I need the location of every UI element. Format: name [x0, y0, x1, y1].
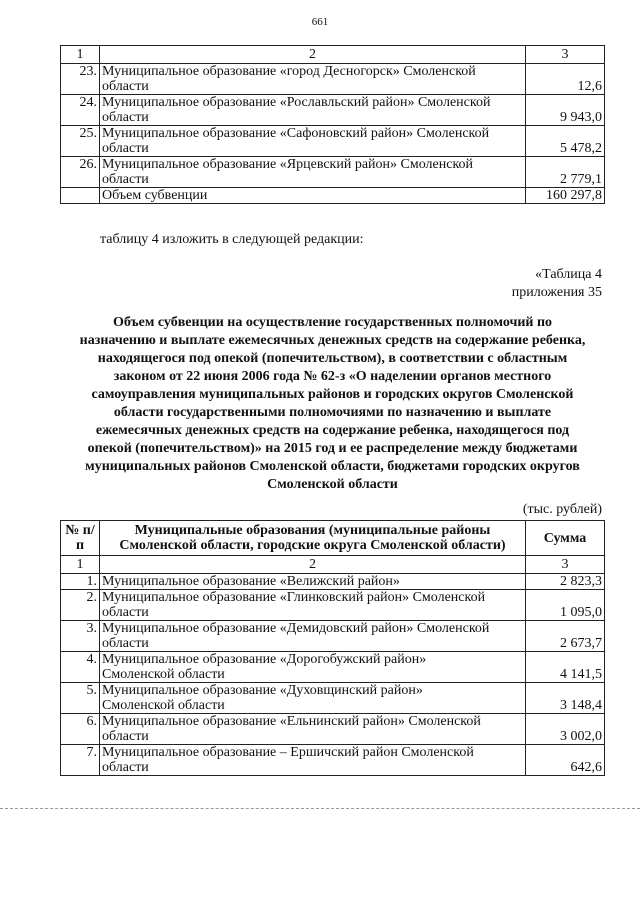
table-reference: [512, 266, 602, 302]
row-sum: 642,6: [526, 745, 605, 776]
row-name: [100, 745, 526, 776]
header-name: Муниципальные образования (муниципальные районы Смоленской области, городские округа Смоленской области): [100, 521, 526, 556]
row-name: [100, 95, 526, 126]
row-number: 2.: [61, 590, 100, 621]
col-number-3: 3: [526, 556, 605, 574]
row-sum: 5 478,2: [526, 126, 605, 157]
col-number-1: 1: [61, 46, 100, 64]
row-name-line2: области: [102, 605, 149, 620]
row-number: 26.: [61, 157, 100, 188]
row-sum: 9 943,0: [526, 95, 605, 126]
row-name-line2: области: [102, 760, 149, 775]
row-name-line2: области: [102, 141, 149, 156]
row-name-line2: Смоленской области: [102, 698, 225, 713]
row-name-line1: Муниципальное образование «Ельнинский район» Смоленской: [102, 714, 481, 729]
row-name-line1: Муниципальное образование «Глинковский район» Смоленской: [102, 590, 486, 605]
row-sum: 1 095,0: [526, 590, 605, 621]
row-number: 3.: [61, 621, 100, 652]
row-name-line2: области: [102, 729, 149, 744]
heading-line: муниципальных районов Смоленской области, бюджетами городских округов: [85, 459, 580, 474]
total-sum: 160 297,8: [526, 188, 605, 204]
row-sum: 3 002,0: [526, 714, 605, 745]
table-row: [61, 126, 605, 157]
row-number: 1.: [61, 574, 100, 590]
row-name: [100, 714, 526, 745]
heading-line: самоуправления муниципальных районов и городских округов Смоленской: [91, 387, 574, 402]
intro-text: таблицу 4 изложить в следующей редакции:: [100, 232, 364, 247]
row-number: 4.: [61, 652, 100, 683]
table-row: [61, 574, 605, 590]
row-name-line2: Смоленской области: [102, 667, 225, 682]
row-number: 6.: [61, 714, 100, 745]
heading-line: Объем субвенции на осуществление государственных полномочий по: [112, 315, 553, 330]
col-number-2: 2: [100, 46, 526, 64]
row-name: [100, 64, 526, 95]
table-row: [61, 745, 605, 776]
row-name-line1: Муниципальное образование «Рославльский район» Смоленской: [102, 95, 491, 110]
table-row: [61, 95, 605, 126]
table-heading: [60, 314, 605, 494]
header-sum: Сумма: [526, 521, 605, 556]
page-number: 661: [311, 16, 329, 28]
heading-line: Смоленской области: [267, 477, 398, 492]
row-number: 5.: [61, 683, 100, 714]
row-name-line1: Муниципальное образование «Велижский район»: [102, 574, 400, 589]
row-name-line1: Муниципальное образование «Дорогобужский район»: [102, 652, 427, 667]
table-row: [61, 621, 605, 652]
heading-line: назначению и выплате ежемесячных денежных средств на содержание ребенка,: [79, 333, 586, 348]
table-column-numbers: [61, 556, 605, 574]
heading-line: опекой (попечительством)» на 2015 год и ее распределение между бюджетами: [87, 441, 578, 456]
table-4: [60, 520, 605, 776]
row-sum: 2 779,1: [526, 157, 605, 188]
row-name: [100, 574, 526, 590]
row-name-line1: Муниципальное образование «Демидовский район» Смоленской: [102, 621, 490, 636]
row-sum: 3 148,4: [526, 683, 605, 714]
heading-line: области государственными полномочиями по назначению и выплате: [113, 405, 552, 420]
page-cut-line: [0, 808, 640, 809]
row-sum: 12,6: [526, 64, 605, 95]
header-num: № п/п: [61, 521, 100, 556]
table-row: [61, 652, 605, 683]
table-reference-line1: «Таблица 4: [535, 267, 602, 282]
table-row: [61, 683, 605, 714]
row-name: [100, 126, 526, 157]
table-row: [61, 64, 605, 95]
col-number-1: 1: [61, 556, 100, 574]
row-name-line1: Муниципальное образование «Духовщинский район»: [102, 683, 423, 698]
row-name-line1: Муниципальное образование «Ярцевский район» Смоленской: [102, 157, 474, 172]
heading-line: ежемесячных денежных средств на содержание ребенка, находящегося под: [95, 423, 570, 438]
row-name: [100, 621, 526, 652]
col-number-2: 2: [100, 556, 526, 574]
table-header-row: [61, 46, 605, 64]
heading-line: законом от 22 июня 2006 года № 62-з «О наделении органов местного: [113, 369, 552, 384]
row-sum: 2 823,3: [526, 574, 605, 590]
row-name-line2: области: [102, 172, 149, 187]
row-name-line2: области: [102, 636, 149, 651]
row-name-line2: области: [102, 110, 149, 125]
row-number: 25.: [61, 126, 100, 157]
col-number-3: 3: [526, 46, 605, 64]
unit-label: (тыс. рублей): [522, 502, 602, 517]
table-row: [61, 714, 605, 745]
table-continuation: [60, 45, 605, 204]
row-name: [100, 590, 526, 621]
row-sum: 2 673,7: [526, 621, 605, 652]
row-name-line1: Муниципальное образование «город Десногорск» Смоленской: [102, 64, 476, 79]
row-number: 7.: [61, 745, 100, 776]
row-sum: 4 141,5: [526, 652, 605, 683]
heading-line: находящегося под опекой (попечительством), в соответствии с областным: [97, 351, 568, 366]
row-name: [100, 652, 526, 683]
row-name-line1: Муниципальное образование «Сафоновский район» Смоленской: [102, 126, 490, 141]
table-reference-line2: приложения 35: [511, 285, 602, 300]
row-name-line2: области: [102, 79, 149, 94]
table-column-headers: [61, 521, 605, 556]
row-number: 24.: [61, 95, 100, 126]
table-row: [61, 157, 605, 188]
total-empty-cell: [61, 188, 100, 204]
table-total-row: [61, 188, 605, 204]
row-name: [100, 683, 526, 714]
total-label: Объем субвенции: [100, 188, 526, 204]
row-name: [100, 157, 526, 188]
row-number: 23.: [61, 64, 100, 95]
row-name-line1: Муниципальное образование – Ершичский район Смоленской: [102, 745, 474, 760]
table-row: [61, 590, 605, 621]
